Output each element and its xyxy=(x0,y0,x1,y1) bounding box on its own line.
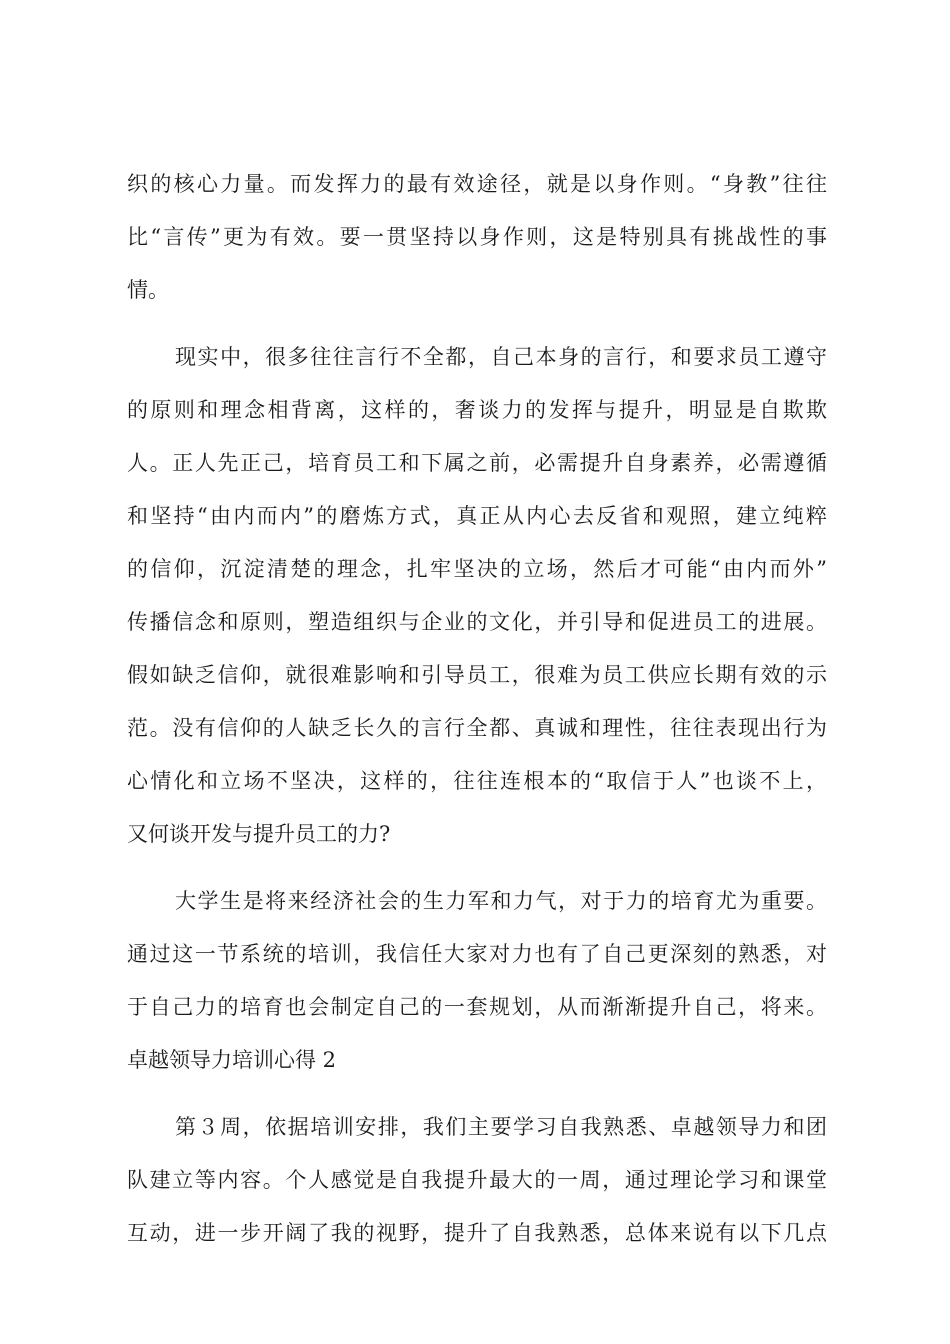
text-line: 队建立等内容。个人感觉是自我提升最大的一周，通过理论学习和课堂 xyxy=(127,1168,827,1192)
text-line: 又何谈开发与提升员工的力? xyxy=(127,822,391,846)
text-line: 的原则和理念相背离，这样的，奢谈力的发挥与提升，明显是自欺欺 xyxy=(127,398,827,422)
text-line: 现实中，很多往往言行不全都，自己本身的言行，和要求员工遵守 xyxy=(175,345,827,369)
text-line: 范。没有信仰的人缺乏长久的言行全都、真诚和理性，往往表现出行为 xyxy=(127,716,827,740)
paragraph-gap xyxy=(127,1087,827,1101)
text-line: 大学生是将来经济社会的生力军和力气，对于力的培育尤为重要。 xyxy=(175,889,827,913)
text-line: 的信仰，沉淀清楚的理念，扎牢坚决的立场，然后才可能“由内而外” xyxy=(127,557,827,581)
text-line: 人。正人先正己，培育员工和下属之前，必需提升自身素养，必需遵循 xyxy=(127,451,827,475)
section-heading: 卓越领导力培训心得 2 xyxy=(127,1048,337,1072)
text-line: 比“言传”更为有效。要一贯坚持以身作则，这是特别具有挑战性的事 xyxy=(127,225,827,249)
text-line: 传播信念和原则，塑造组织与企业的文化，并引导和促进员工的进展。 xyxy=(127,610,827,634)
text-line: 假如缺乏信仰，就很难影响和引导员工，很难为员工供应长期有效的示 xyxy=(127,663,827,687)
paragraph-gap xyxy=(127,861,827,875)
text-line: 和坚持“由内而内”的磨炼方式，真正从内心去反省和观照，建立纯粹 xyxy=(127,504,827,528)
paragraph-gap xyxy=(127,317,827,331)
text-line: 第３周，依据培训安排，我们主要学习自我熟悉、卓越领导力和团 xyxy=(175,1115,827,1139)
text-line: 于自己力的培育也会制定自己的一套规划，从而渐渐提升自己，将来。 xyxy=(127,995,827,1019)
text-line: 情。 xyxy=(127,278,169,302)
text-line: 心情化和立场不坚决，这样的，往往连根本的“取信于人”也谈不上， xyxy=(127,769,827,793)
text-line: 织的核心力量。而发挥力的最有效途径，就是以身作则。“身教”往往 xyxy=(127,172,827,196)
text-line: 通过这一节系统的培训，我信任大家对力也有了自己更深刻的熟悉，对 xyxy=(127,942,827,966)
document-body xyxy=(127,158,827,1260)
text-line: 互动，进一步开阔了我的视野，提升了自我熟悉，总体来说有以下几点 xyxy=(127,1221,827,1245)
